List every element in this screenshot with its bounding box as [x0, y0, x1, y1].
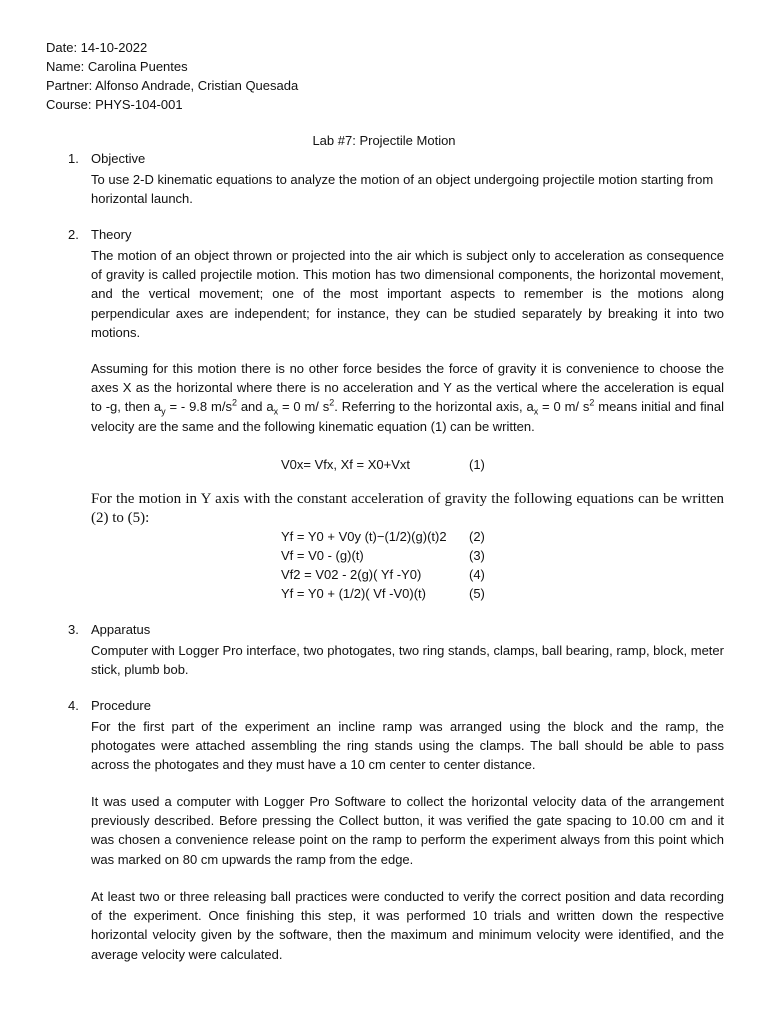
theory-paragraph-1: The motion of an object thrown or projected into the air which is subject only to acceleration as consequence of gravity is called projectile motion. This motion has two dimensional components, the horizontal movement, and the vertical movement; one of the most important aspects to remember is the motions along perpendicular axes are independent; for instance, they can be studied separately by breaking it into two motions. [91, 248, 724, 340]
theory-paragraph-2: Assuming for this motion there is no other force besides the force of gravity it is convenience to choose the axes X as the horizontal where there is no acceleration and Y as the vertical where the acceleration is equal to -g, then $a_y$ = - 9.8 $m/s^2$ and $a_x = 0$ m/ $s^2$. Referring to the horizontal axis, $a_x = 0$ m/ $s^2$ means initial and final velocity are the same and the following kinematic equation (1) can be written. [91, 361, 724, 434]
equation-5: Yf = Y0 + (1/2)( Vf -V0)(t) [281, 586, 426, 601]
procedure-paragraph-3: At least two or three releasing ball practices were conducted to verify the correct position and data recording of the experiment. Once finishing this step, it was performed 10 trials and written down the respective horizontal velocity given by the software, then the maximum and minimum velocity were identified, and the average velocity were calculated. [91, 889, 724, 962]
section-heading: Theory [91, 227, 132, 242]
equation-3-number: (3) [469, 548, 485, 563]
date-line: Date: 14-10-2022 [46, 40, 148, 55]
apparatus-text: Computer with Logger Pro interface, two photogates, two ring stands, clamps, ball bearing, ramp, block, meter stick, plumb bob. [91, 643, 724, 678]
name-line: Name: Carolina Puentes [46, 59, 188, 74]
equation-1: V0x= Vfx, Xf = X0+Vxt [281, 457, 410, 472]
section-heading: Apparatus [91, 622, 151, 637]
equation-2: Yf = Y0 + V0y (t)−(1/2)(g)(t)2 [281, 529, 447, 544]
equation-5-number: (5) [469, 586, 485, 601]
objective-text: To use 2-D kinematic equations to analyze the motion of an object undergoing projectile motion starting from horizontal launch. [91, 172, 714, 207]
course-line: Course: PHYS-104-001 [46, 97, 183, 112]
equation-4: Vf2 = V02 - 2(g)( Yf -Y0) [281, 567, 422, 582]
section-heading: Procedure [91, 698, 151, 713]
partner-line: Partner: Alfonso Andrade, Cristian Quesada [46, 78, 299, 93]
equation-3: Vf = V0 - (g)(t) [281, 548, 364, 563]
lab-title: Lab #7: Projectile Motion [312, 133, 456, 148]
equation-4-number: (4) [469, 567, 485, 582]
section-number: 1. [68, 151, 79, 166]
procedure-paragraph-2: It was used a computer with Logger Pro Software to collect the horizontal velocity data of the arrangement previously described. Before pressing the Collect button, it was verified the gate spacing to 10.00 cm and it was chosen a convenience release point on the ramp to perform the experiment always from this point which was marked on 80 cm upwards the ramp from the edge. [91, 794, 724, 867]
equation-1-number: (1) [469, 457, 485, 472]
procedure-paragraph-1: For the first part of the experiment an incline ramp was arranged using the block and the ramp, the photogates were attached assembling the ring stands using the clamps. The ball should be able to pass across the photogates and they must have a 10 cm center to center distance. [91, 719, 724, 773]
section-heading: Objective [91, 151, 146, 166]
header-block [46, 38, 298, 114]
section-number: 4. [68, 698, 79, 713]
equation-2-number: (2) [469, 529, 485, 544]
theory-paragraph-3: For the motion in Y axis with the constant acceleration of gravity the following equations can be written (2) to (5): [91, 491, 724, 526]
section-number: 3. [68, 622, 79, 637]
section-number: 2. [68, 227, 79, 242]
